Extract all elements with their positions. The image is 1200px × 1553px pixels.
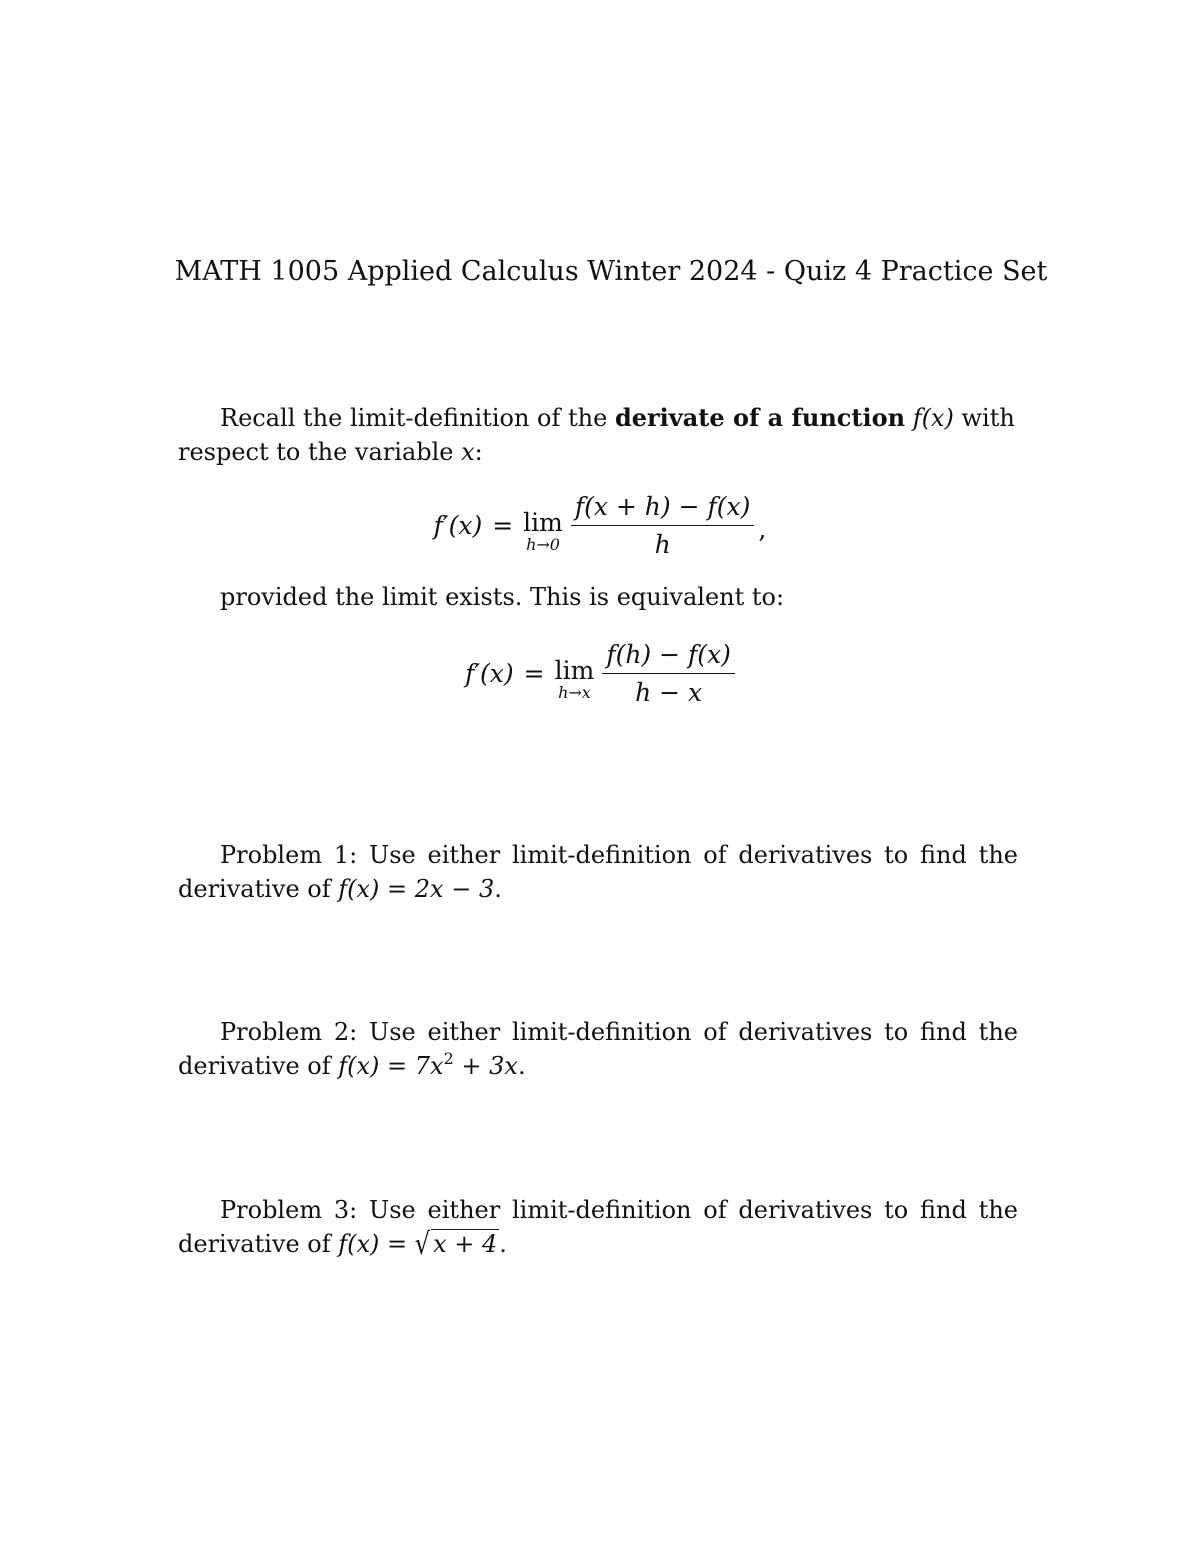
problem-2-label: Problem 2: [220,1018,358,1046]
problem-2-line-2 [178,1049,1018,1083]
intro-bold-term: derivate of a function [614,403,906,432]
eq2-numerator: f(h) − f(x) [606,640,731,669]
problem-1-function: f(x) = 2x − 3 [338,875,495,903]
eq1-numerator: f(x + h) − f(x) [574,492,751,521]
problem-1-line2-text: derivative of [178,875,339,903]
problem-3-function-pre: f(x) = [338,1230,415,1258]
intro-function: f(x) [912,404,954,432]
eq2-lim-word: lim [554,655,595,685]
problem-1-line-2 [178,872,1018,906]
problem-1 [178,838,1018,906]
eq2-equals: = [523,659,545,688]
problem-3-label: Problem 3: [220,1196,358,1224]
intro-with: with [953,404,1015,432]
problem-2-function-pre: f(x) = 7x [338,1052,444,1080]
problem-3 [178,1193,1018,1261]
problem-2 [178,1015,1018,1083]
problem-2-end: . [517,1052,526,1080]
problem-3-sqrt [414,1226,499,1262]
eq1-denominator: h [654,530,671,559]
problem-3-text: Use either limit-definition of derivatives to find the [369,1196,1018,1224]
eq1-comma: , [758,515,767,544]
problem-3-line2-text: derivative of [178,1230,339,1258]
sqrt-icon: √ [414,1226,431,1262]
equation-limit-h-to-0 [0,492,1200,559]
page-title: MATH 1005 Applied Calculus Winter 2024 - Quiz 4 Practice Set [174,256,1048,287]
eq2-fraction [602,640,735,707]
eq2-limit [554,655,595,702]
eq2-lhs: f′(x) [465,659,514,688]
equation-limit-h-to-x [0,640,1200,707]
provided-text: provided the limit exists. This is equivalent to: [220,583,785,611]
intro-paragraph [178,401,1018,469]
problem-3-line-2 [178,1227,1018,1261]
eq1-fraction [571,492,755,559]
problem-3-radicand: x + 4 [433,1230,498,1258]
eq1-limit [523,507,563,554]
problem-3-end: . [499,1230,507,1258]
intro-line-1 [178,401,1018,435]
provided-paragraph [178,580,1018,614]
eq1-lim-subscript: h→0 [526,534,560,554]
eq1-lim-word: lim [523,507,563,537]
eq2-lim-subscript: h→x [558,682,591,702]
eq1-lhs: f′(x) [433,511,483,540]
problem-1-end: . [494,875,502,903]
intro-line2-end: : [474,438,483,466]
problem-2-function [338,1049,518,1080]
intro-variable: x [461,438,475,466]
problem-1-label: Problem 1: [220,841,358,869]
intro-line2-text: respect to the variable [178,438,462,466]
problem-2-line-1 [178,1015,1018,1049]
problem-2-exponent: 2 [443,1049,454,1068]
intro-text: Recall the limit-definition of the [220,404,615,432]
problem-2-text: Use either limit-definition of derivatives to find the [369,1018,1018,1046]
problem-3-line-1 [178,1193,1018,1227]
intro-line-2 [178,435,1018,469]
eq2-denominator: h − x [635,678,703,707]
problem-2-line2-text: derivative of [178,1052,339,1080]
problem-1-text: Use either limit-definition of derivatives to find the [369,841,1018,869]
eq1-equals: = [492,511,514,540]
problem-1-line-1 [178,838,1018,872]
problem-2-function-post: + 3x [453,1052,518,1080]
